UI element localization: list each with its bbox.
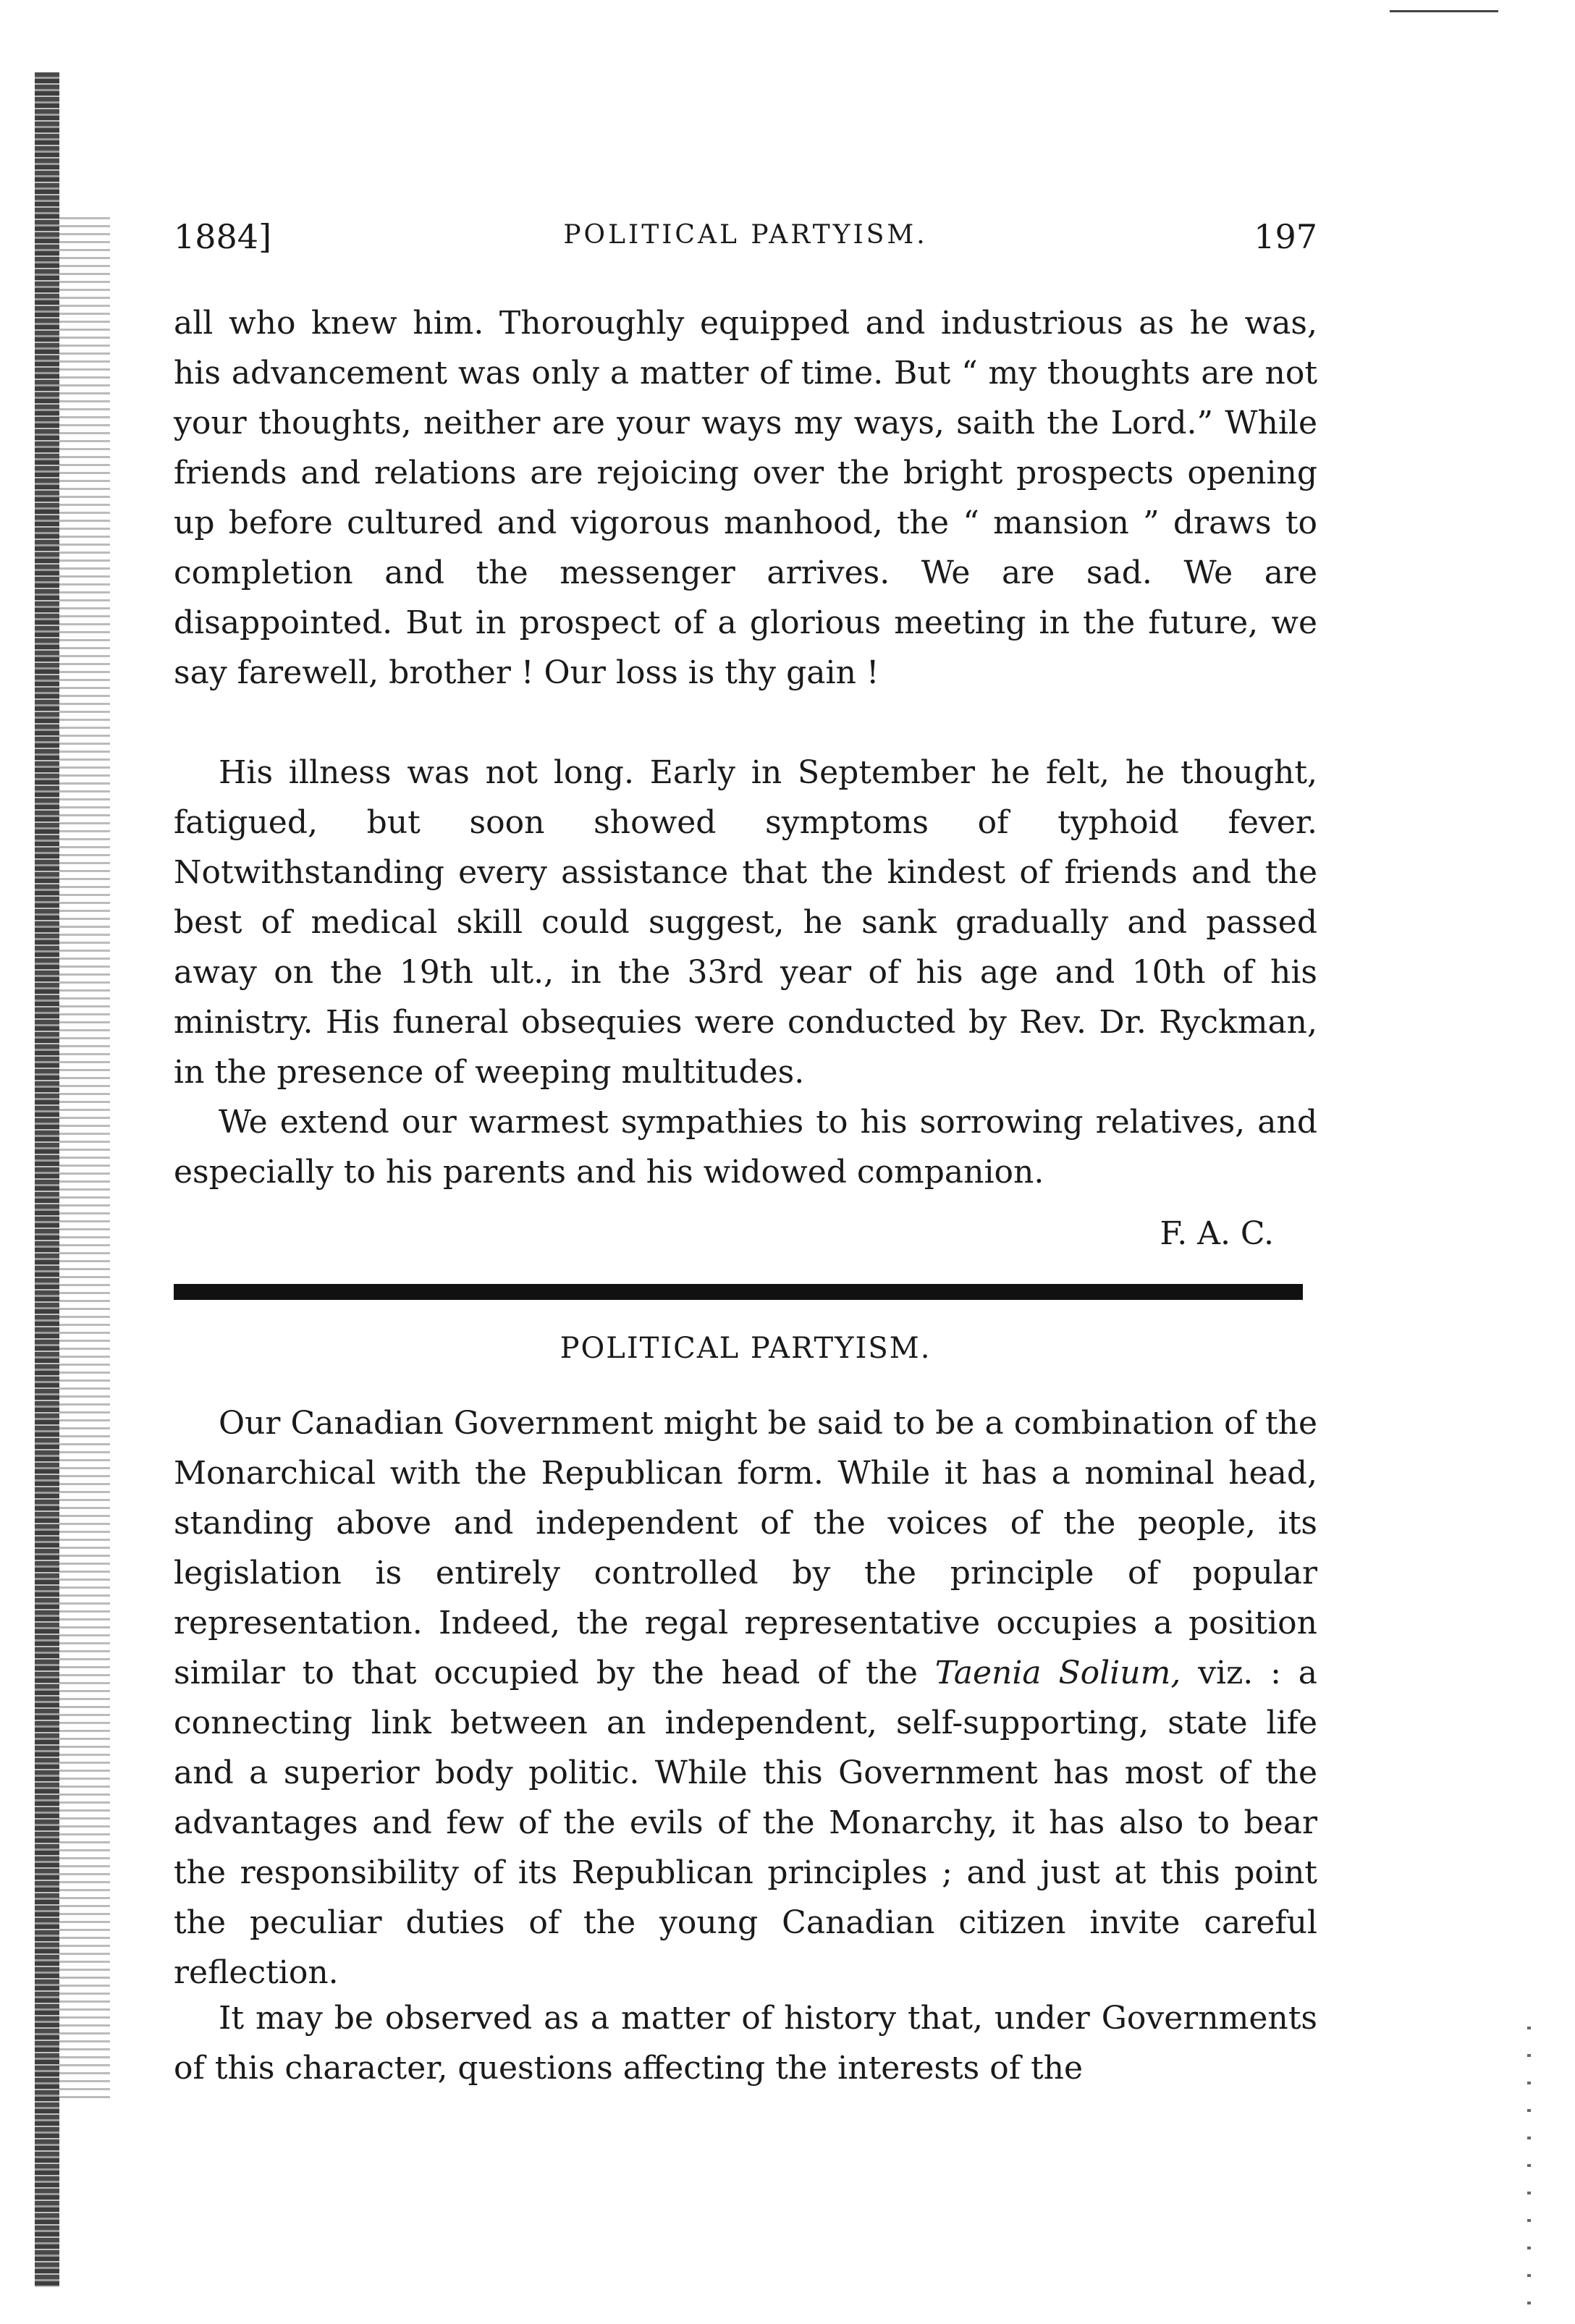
- binding-shadow: [59, 217, 110, 2099]
- top-edge-rule: [1390, 10, 1498, 12]
- running-head-title: POLITICAL PARTYISM.: [563, 220, 928, 250]
- obituary-paragraph-1: all who knew him. Thoroughly equipped and industrious as he was, his advancement was only a matter of time. But “ my thoughts are not your thoughts, neither are your ways my ways, saith the Lord.” While friends and relations are rejoicing over the bright prospects opening up before cultured and vigorous manhood, the “ mansion ” draws to completion and the messenger arrives. We are sad. We are disappointed. But in prospect of a glorious meeting in the future, we say farewell, brother ! Our loss is thy gain !: [174, 305, 1317, 691]
- article-paragraph-1-italic: Taenia Solium,: [934, 1655, 1181, 1691]
- running-head-year: 1884]: [174, 217, 272, 256]
- author-signature: F. A. C.: [1160, 1215, 1274, 1252]
- binding-edge: [35, 72, 59, 2287]
- article-paragraph-1-text-a: Our Canadian Government might be said to be a combination of the Monarchical with the Republican form. While it has a nominal head, standing above and independent of the voices of the people, its legislation is entirely controlled by the principle of popular representation. Indeed, the regal representative occupies a position similar to that occupied by the head of the: [174, 1405, 1317, 1691]
- obituary-paragraph-3: We extend our warmest sympathies to his sorrowing relatives, and especially to his parents and his widowed companion.: [174, 1104, 1317, 1191]
- article-paragraph-1: [174, 1398, 1317, 1998]
- page-number: 197: [1254, 217, 1317, 256]
- article-paragraph-2: It may be observed as a matter of history that, under Governments of this character, questions affecting the interests of the: [174, 2000, 1317, 2087]
- running-head: [174, 217, 1317, 268]
- article-title: POLITICAL PARTYISM.: [560, 1332, 932, 1365]
- obituary-paragraph-2: His illness was not long. Early in September he felt, he thought, fatigued, but soon showed symptoms of typhoid fever. Notwithstanding every assistance that the kindest of friends and the best of medical skill could suggest, he sank gradually and passed away on the 19th ult., in the 33rd year of his age and 10th of his ministry. His funeral obsequies were conducted by Rev. Dr. Ryckman, in the presence of weeping multitudes.: [174, 754, 1317, 1091]
- article-paragraph-1-text-b: viz. : a connecting link between an independent, self-supporting, state life and a superior body politic. While this Government has most of the advantages and few of the evils of the Monarchy, it has also to bear the responsibility of its Republican principles ; and just at this point the peculiar duties of the young Canadian citizen invite careful reflection.: [174, 1655, 1318, 1991]
- scan-specks: [1527, 2027, 1531, 2316]
- section-divider: [174, 1284, 1303, 1300]
